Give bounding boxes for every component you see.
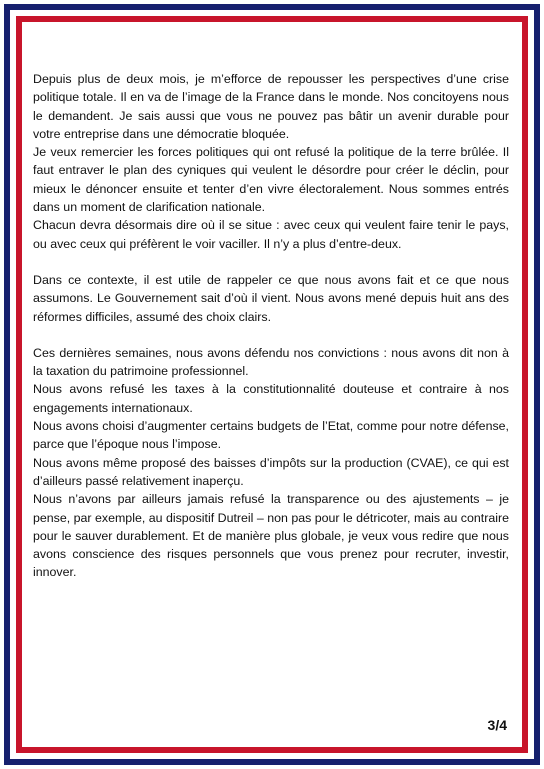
paragraph: Chacun devra désormais dire où il se situe : avec ceux qui veulent faire tenir le pays, ou avec ceux qui préfèrent le voir vaciller. Il n’y a plus d’entre-deux. bbox=[33, 218, 509, 251]
paragraph: Nous avons choisi d’augmenter certains budgets de l’Etat, comme pour notre défense, parce que l’époque nous l’impose. bbox=[33, 419, 509, 452]
letter-body bbox=[33, 70, 509, 582]
paragraph-spacer bbox=[33, 253, 509, 271]
paragraph: Nous n’avons par ailleurs jamais refusé la transparence ou des ajustements – je pense, par exemple, au dispositif Dutreil – non pas pour le détricoter, mais au contraire pour le sauver durablement. Et de manière plus globale, je veux vous redire que nous avons conscience des risques personnels que vous prenez pour recruter, investir, innover. bbox=[33, 492, 509, 580]
paragraph: Je veux remercier les forces politiques qui ont refusé la politique de la terre brûlée. Il faut entraver le plan des cyniques qui veulent le désordre pour créer le déclin, pour mieux le dénoncer ensuite et tenter d’en vivre électoralement. Nous sommes entrés dans un moment de clarification nationale. bbox=[33, 145, 509, 215]
paragraph: Dans ce contexte, il est utile de rappeler ce que nous avons fait et ce que nous assumons. Le Gouvernement sait d’où il vient. Nous avons mené depuis huit ans des réformes difficiles, assumé des choix clairs. bbox=[33, 272, 509, 324]
paragraph: Depuis plus de deux mois, je m’efforce de repousser les perspectives d’une crise politique totale. Il en va de l’image de la France dans le monde. Nos concitoyens nous le demandent. Je sais aussi que vous ne pouvez pas bâtir un avenir durable pour votre entreprise dans une démocratie bloquée. bbox=[33, 72, 509, 141]
paragraph-spacer bbox=[33, 326, 509, 344]
paragraph: Ces dernières semaines, nous avons défendu nos convictions : nous avons dit non à la taxation du patrimoine professionnel. bbox=[33, 345, 509, 379]
paragraph: Nous avons refusé les taxes à la constitutionnalité douteuse et contraire à nos engagements internationaux. bbox=[33, 382, 509, 415]
page-number: 3/4 bbox=[487, 717, 507, 733]
paragraph: Nous avons même proposé des baisses d’impôts sur la production (CVAE), ce qui est d’ailleurs passé relativement inaperçu. bbox=[33, 455, 509, 488]
